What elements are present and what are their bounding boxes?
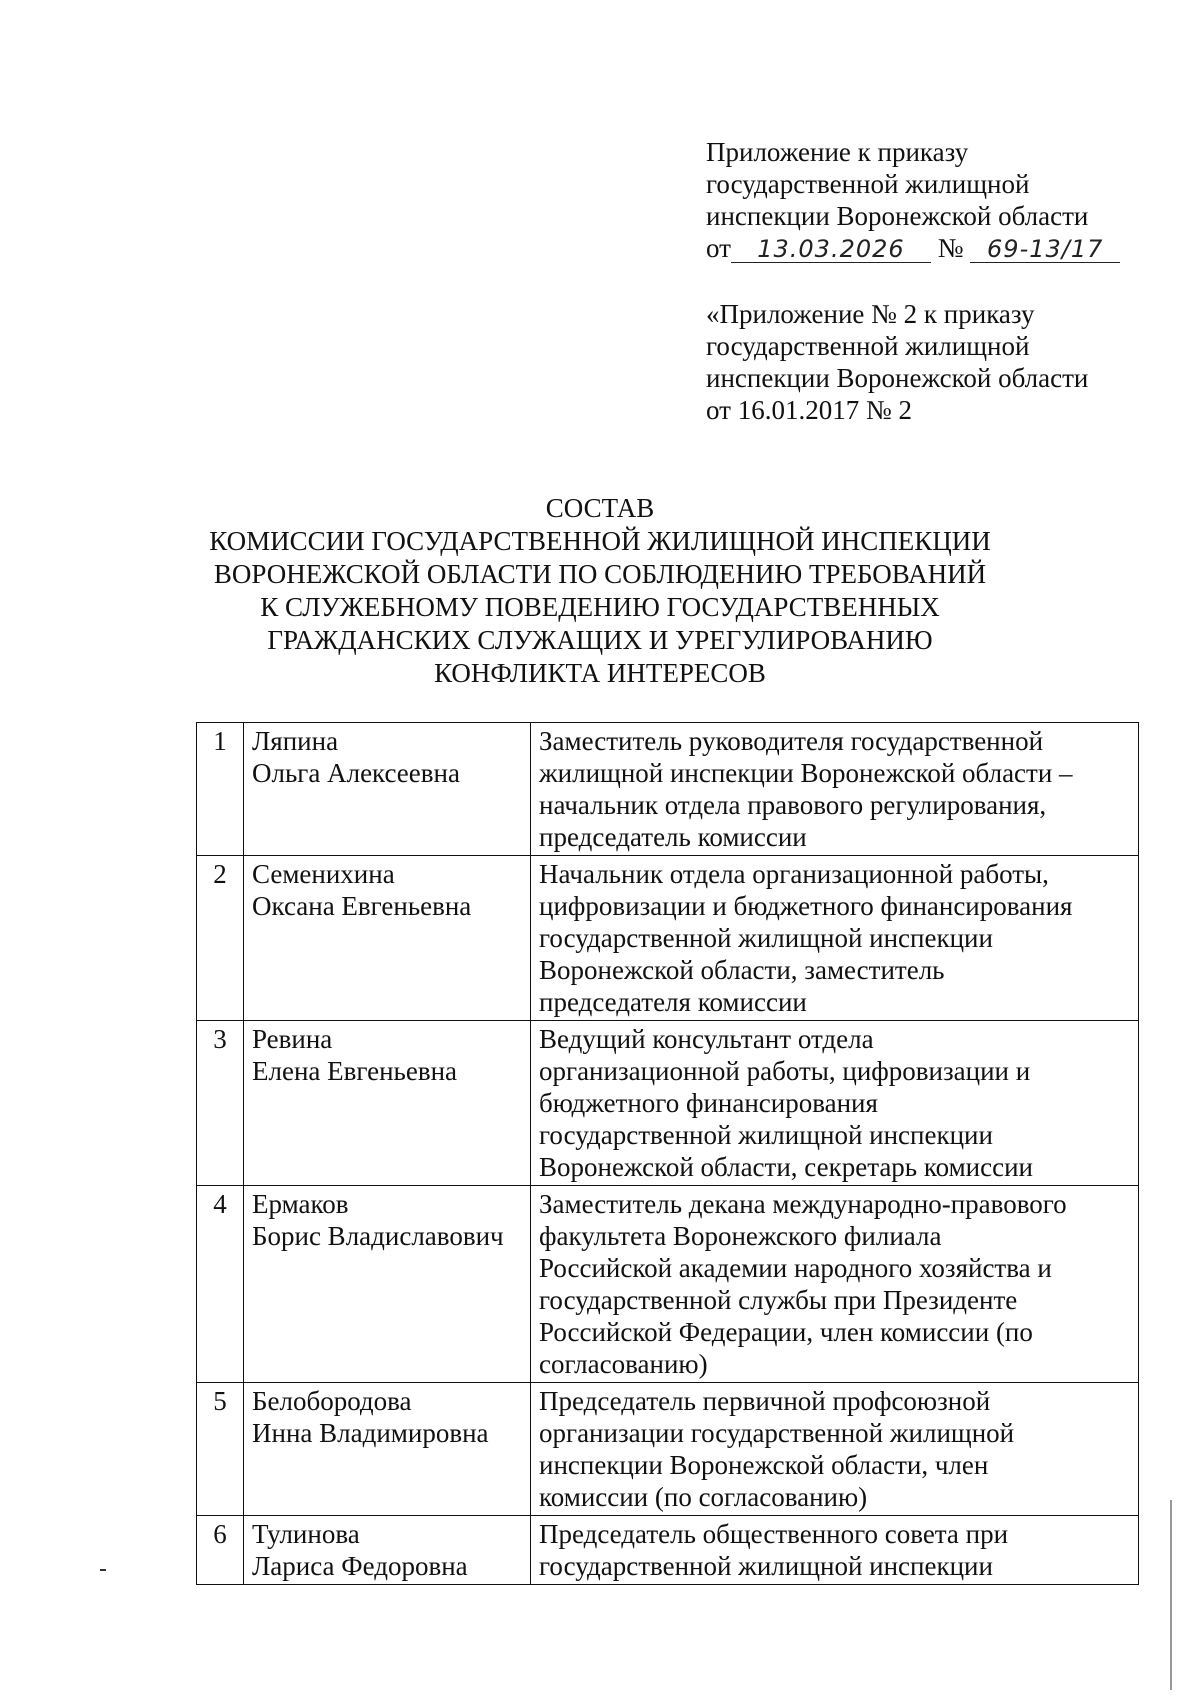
appendix-line: государственной жилищной [706,331,1030,361]
member-role-line: Воронежской области, заместитель [539,955,945,985]
member-role-line: Заместитель руководителя государственной [539,726,1044,756]
handwritten-date: 13.03.2026 [731,236,931,263]
member-role-line: жилищной инспекции Воронежской области – [539,758,1073,788]
member-given-name: Оксана Евгеньевна [252,891,472,921]
appendix-line: инспекции Воронежской области [706,363,1089,393]
member-surname: Ревина [252,1024,333,1054]
member-role-line: государственной жилищной инспекции [539,923,993,953]
member-role-line: инспекции Воронежской области, член [539,1450,989,1480]
member-given-name: Лариса Федоровна [252,1551,468,1581]
member-role-line: председателя комиссии [539,987,807,1017]
member-surname: Белобородова [252,1386,412,1416]
member-role-line: факультета Воронежского филиала [539,1221,942,1251]
members-table-body [197,723,1139,1585]
member-role-line: государственной службы при Президенте [539,1285,1018,1315]
member-role-line: Заместитель декана международно-правового [539,1189,1067,1219]
table-row [197,1516,1139,1585]
member-number: 3 [197,1021,244,1186]
member-role-line: председатель комиссии [539,822,807,852]
title-line: КОНФЛИКТА ИНТЕРЕСОВ [434,658,766,688]
title-line: К СЛУЖЕБНОМУ ПОВЕДЕНИЮ ГОСУДАРСТВЕННЫХ [260,592,940,622]
member-role-line: Начальник отдела организационной работы, [539,859,1049,889]
member-role-line: организации государственной жилищной [539,1418,1015,1448]
appendix-current-header [706,136,1176,264]
member-name-cell [244,856,531,1021]
date-prefix: от [706,233,731,263]
member-role-cell [531,1186,1139,1383]
appendix-line: от 16.01.2017 № 2 [706,395,912,425]
member-role-line: Российской академии народного хозяйства и [539,1253,1052,1283]
member-role-line: Председатель общественного совета при [539,1519,1009,1549]
scan-artifact [1170,1500,1172,1690]
member-role-cell [531,1383,1139,1516]
member-role-line: государственной жилищной инспекции [539,1551,993,1581]
title-line: СОСТАВ [545,493,655,523]
member-role-line: государственной жилищной инспекции [539,1120,993,1150]
table-row [197,856,1139,1021]
member-role-line: организационной работы, цифровизации и [539,1056,1031,1086]
table-row [197,1021,1139,1186]
member-role-cell [531,723,1139,856]
member-number: 1 [197,723,244,856]
member-name-cell [244,723,531,856]
appendix-line: Приложение к приказу [706,137,969,167]
document-title [170,492,1030,690]
member-surname: Ермаков [252,1189,349,1219]
member-role-line: начальник отдела правового регулирования, [539,790,1047,820]
member-role-line: комиссии (по согласованию) [539,1482,868,1512]
member-role-line: Российской Федерации, член комиссии (по [539,1317,1033,1347]
member-number: 6 [197,1516,244,1585]
member-given-name: Борис Владиславович [252,1221,504,1251]
member-name-cell [244,1021,531,1186]
number-prefix: № [937,233,964,263]
title-line: ГРАЖДАНСКИХ СЛУЖАЩИХ И УРЕГУЛИРОВАНИЮ [267,625,933,655]
appendix-line: «Приложение № 2 к приказу [706,299,1035,329]
member-given-name: Инна Владимировна [252,1418,489,1448]
appendix-original-header [706,298,1176,426]
member-role-line: согласованию) [539,1349,708,1379]
member-role-line: цифровизации и бюджетного финансирования [539,891,1073,921]
member-surname: Тулинова [252,1519,360,1549]
title-line: ВОРОНЕЖСКОЙ ОБЛАСТИ ПО СОБЛЮДЕНИЮ ТРЕБОВАНИЙ [213,559,987,589]
member-number: 4 [197,1186,244,1383]
member-name-cell [244,1516,531,1585]
member-name-cell [244,1383,531,1516]
member-role-cell [531,1516,1139,1585]
member-number: 2 [197,856,244,1021]
commission-members-table [196,722,1139,1585]
member-role-line: бюджетного финансирования [539,1088,878,1118]
member-role-cell [531,1021,1139,1186]
appendix-line: государственной жилищной [706,169,1030,199]
member-surname: Ляпина [252,726,339,756]
member-given-name: Ольга Алексеевна [252,758,460,788]
scan-artifact [100,1569,106,1571]
title-line: КОМИССИИ ГОСУДАРСТВЕННОЙ ЖИЛИЩНОЙ ИНСПЕКЦИИ [209,526,991,556]
table-row [197,723,1139,856]
table-row [197,1383,1139,1516]
member-number: 5 [197,1383,244,1516]
member-name-cell [244,1186,531,1383]
member-role-cell [531,856,1139,1021]
member-role-line: Ведущий консультант отдела [539,1024,874,1054]
table-row [197,1186,1139,1383]
member-given-name: Елена Евгеньевна [252,1056,458,1086]
handwritten-number: 69-13/17 [970,236,1120,263]
member-role-line: Председатель первичной профсоюзной [539,1386,991,1416]
member-surname: Семенихина [252,859,395,889]
appendix-line: инспекции Воронежской области [706,201,1089,231]
member-role-line: Воронежской области, секретарь комиссии [539,1152,1034,1182]
appendix-date-number-line [706,232,1176,264]
